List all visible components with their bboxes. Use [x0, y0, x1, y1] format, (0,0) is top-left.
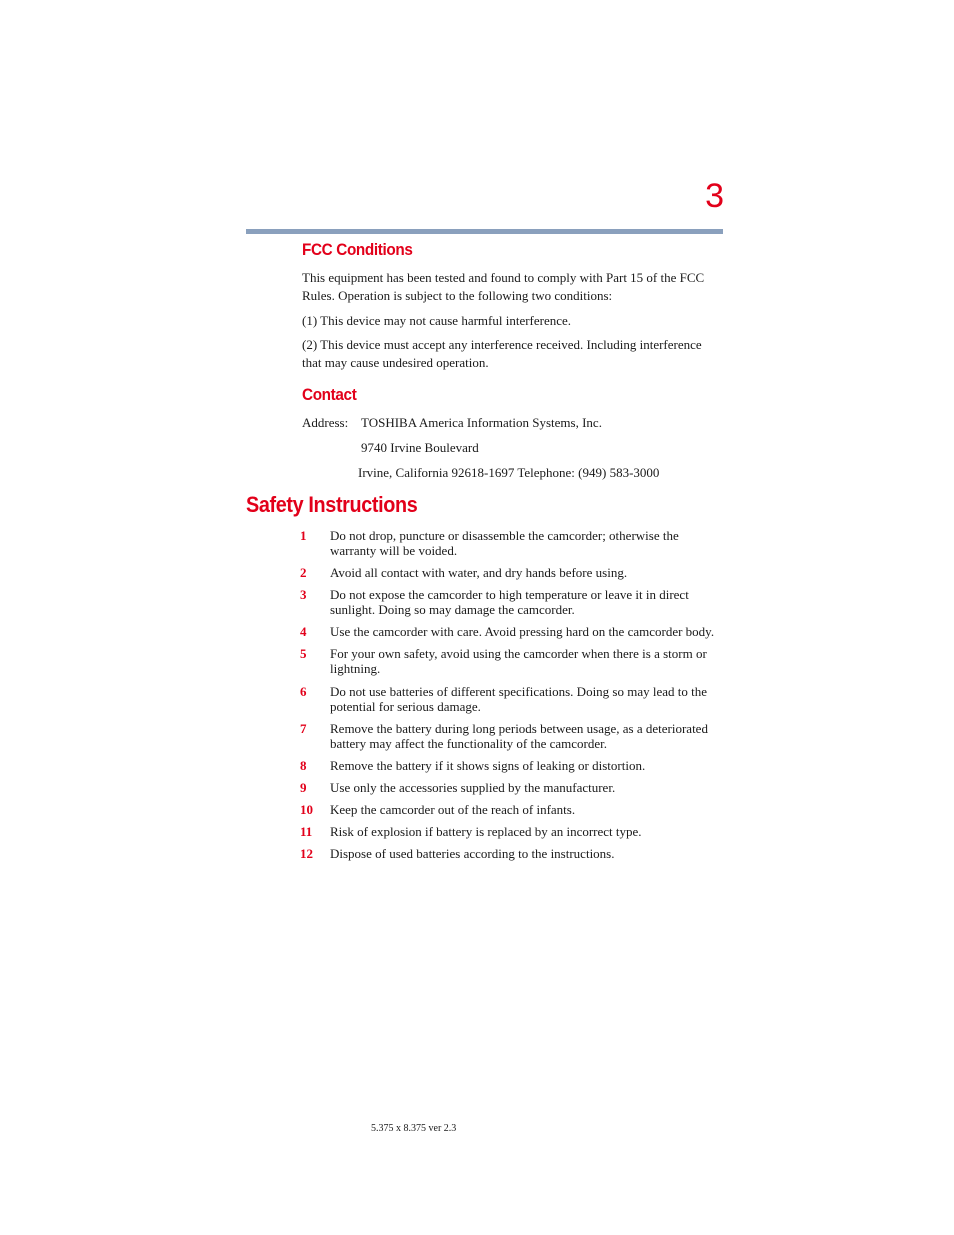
item-text: Do not drop, puncture or disassemble the camcorder; otherwise the warranty will be voided.	[330, 528, 679, 558]
item-text: Do not expose the camcorder to high temperature or leave it in direct sunlight. Doing so may damage the camcorder.	[330, 587, 689, 617]
item-text: Keep the camcorder out of the reach of infants.	[330, 802, 576, 817]
item-text: Remove the battery during long periods between usage, as a deteriorated battery may affect the functionality of the camcorder.	[330, 721, 708, 751]
address-label: Address:	[302, 415, 349, 430]
item-number: 11	[300, 824, 313, 839]
item-number: 10	[300, 802, 313, 817]
item-number: 4	[300, 624, 307, 639]
item-text: Use only the accessories supplied by the manufacturer.	[330, 780, 616, 795]
footer-version: 5.375 x 8.375 ver 2.3	[371, 1123, 457, 1134]
fcc-condition-1: (1) This device may not cause harmful interference.	[302, 313, 572, 328]
item-text: Do not use batteries of different specifications. Doing so may lead to the potential for serious damage.	[330, 684, 708, 714]
fcc-intro: This equipment has been tested and found to comply with Part 15 of the FCC Rules. Operation is subject to the following two conditions:	[302, 270, 705, 303]
page-number: 3	[705, 177, 724, 215]
safety-heading: Safety Instructions	[246, 492, 418, 517]
item-number: 9	[300, 780, 307, 795]
item-number: 7	[300, 721, 307, 736]
address-line-2: 9740 Irvine Boulevard	[361, 440, 479, 455]
header-rule	[246, 229, 723, 234]
item-number: 12	[300, 846, 313, 861]
contact-heading: Contact	[302, 385, 357, 404]
fcc-condition-2: (2) This device must accept any interference received. Including interference that may cause undesired operation.	[302, 337, 702, 370]
item-text: Avoid all contact with water, and dry hands before using.	[330, 565, 628, 580]
item-text: Dispose of used batteries according to the instructions.	[330, 846, 615, 861]
item-number: 6	[300, 684, 307, 699]
item-number: 3	[300, 587, 307, 602]
item-number: 1	[300, 528, 307, 543]
item-number: 8	[300, 758, 307, 773]
item-text: Risk of explosion if battery is replaced by an incorrect type.	[330, 824, 642, 839]
item-number: 5	[300, 646, 307, 661]
address-line-3: Irvine, California 92618-1697 Telephone: (949) 583-3000	[358, 465, 660, 480]
item-text: Use the camcorder with care. Avoid pressing hard on the camcorder body.	[330, 624, 715, 639]
item-text: Remove the battery if it shows signs of leaking or distortion.	[330, 758, 646, 773]
address-line-1: TOSHIBA America Information Systems, Inc.	[361, 415, 602, 430]
fcc-heading: FCC Conditions	[302, 240, 413, 259]
item-text: For your own safety, avoid using the camcorder when there is a storm or lightning.	[330, 646, 707, 676]
item-number: 2	[300, 565, 307, 580]
